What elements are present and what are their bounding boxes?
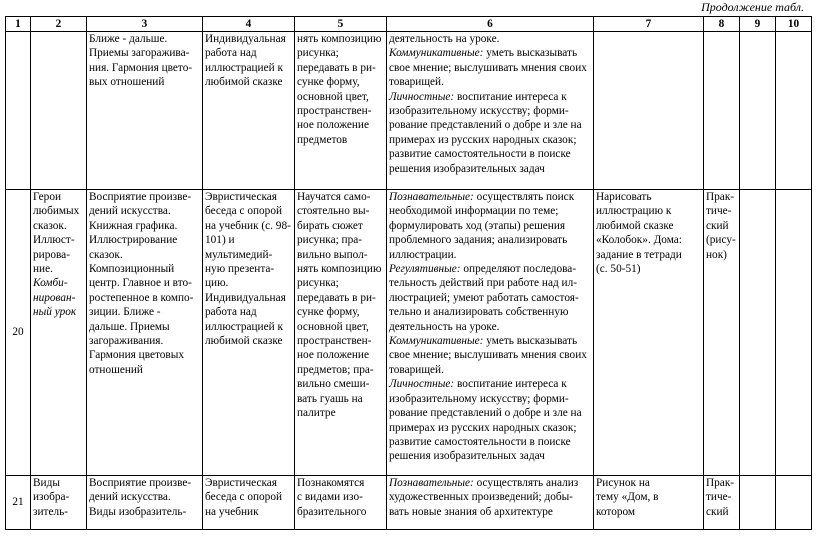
cell-text: художественных произведений; добы- <box>389 491 573 504</box>
method-cell <box>203 32 295 190</box>
uud-cell <box>387 476 594 530</box>
cell-line <box>389 61 591 75</box>
cell-line: ние. <box>33 263 53 276</box>
cell-line <box>389 90 591 104</box>
cell-line: любимой сказке <box>596 219 674 232</box>
cell-line: «Колобок». Дома: <box>596 234 682 247</box>
cell-line <box>389 363 591 377</box>
cell-line: сунке форму, <box>297 306 360 319</box>
method-cell <box>203 476 295 530</box>
cell-line <box>389 305 591 319</box>
cell-line: вильно выпол- <box>297 248 368 261</box>
cell-line: пространствен- <box>297 105 372 118</box>
cell-text: рование представлений о добре и зле на <box>389 119 582 132</box>
cell-line: вать гуашь на <box>297 392 363 405</box>
cell-line <box>389 421 591 435</box>
cell-line: цию. <box>205 277 229 290</box>
cell-line: основной цвет, <box>297 90 369 103</box>
cell-line: пространствен- <box>297 335 372 348</box>
cell-text: рование представлений о добре и зле на <box>389 407 582 420</box>
cell-text: иллюстрации. <box>389 248 457 261</box>
cell-line <box>389 406 591 420</box>
cell-text: деятельность на уроке. <box>389 320 500 333</box>
cell-line: любимых <box>33 205 80 218</box>
cell-line: любимой сказке <box>205 76 283 89</box>
empty-cell <box>776 32 812 190</box>
cell-text: осуществлять анализ <box>473 477 579 489</box>
header-cell: 6 <box>387 17 594 32</box>
cell-line: Иллюст- <box>33 234 75 247</box>
cell-line: изобра- <box>33 491 70 504</box>
cell-line: Эвристическая <box>205 191 278 203</box>
header-row <box>6 17 812 32</box>
cell-line: зиции. Ближе - <box>89 306 161 319</box>
cell-line: тему «Дом, в <box>596 491 659 504</box>
cell-line <box>389 348 591 362</box>
table-row <box>6 476 812 530</box>
cell-line: Книжная графика. <box>89 219 178 232</box>
cell-line: с видами изо- <box>297 491 363 504</box>
competency-label: Коммуникативные: <box>389 335 484 348</box>
cell-line: сунке форму, <box>297 76 360 89</box>
cell-line <box>389 75 591 89</box>
cell-line <box>389 32 591 46</box>
cell-line: на учебник (с. 98- <box>205 219 291 232</box>
cell-line <box>389 276 591 290</box>
continuation-label: Продолжение табл. <box>701 0 804 14</box>
cell-line <box>389 262 591 276</box>
cell-text: примерах из русских народных сказок; <box>389 133 577 146</box>
cell-line: предметов <box>297 133 348 146</box>
cell-line: ния. Гармония цвето- <box>89 61 193 74</box>
competency-label: Личностные: <box>389 90 455 103</box>
cell-line: рисунка; <box>297 47 339 60</box>
cell-text: осуществлять поиск <box>473 191 575 203</box>
cell-line: любимой сказке <box>205 335 283 348</box>
cell-line <box>389 505 591 519</box>
cell-line: передавать в ри- <box>297 291 376 304</box>
cell-text: деятельность на уроке. <box>389 33 500 45</box>
cell-line <box>389 435 591 449</box>
cell-text: примерах из русских народных сказок; <box>389 421 577 434</box>
cell-text: развитие самостоятельности в поиске <box>389 435 571 448</box>
cell-line: беседа с опорой <box>205 491 283 504</box>
cell-line: Виды изобразитель- <box>89 505 187 518</box>
row-number: 20 <box>6 190 31 476</box>
competency-label: Коммуникативные: <box>389 47 484 60</box>
cell-text: изобразительному искусству; форми- <box>389 392 569 405</box>
cell-line: ский <box>706 219 729 232</box>
cell-line: Виды <box>33 477 60 489</box>
header-cell: 8 <box>704 17 740 32</box>
content-cell <box>87 476 203 530</box>
cell-line <box>389 377 591 391</box>
cell-text: определяют последова- <box>460 263 577 276</box>
content-cell <box>87 190 203 476</box>
cell-line: Прак- <box>706 477 735 489</box>
cell-text: свое мнение; выслушивать мнения своих <box>389 349 587 362</box>
cell-line: Рисунок на <box>596 477 650 489</box>
cell-line <box>389 162 591 176</box>
uud-cell <box>387 32 594 190</box>
cell-line: котором <box>596 505 636 518</box>
header-cell: 2 <box>31 17 87 32</box>
content-cell <box>87 32 203 190</box>
cell-line: Индивидуальная <box>205 291 286 304</box>
cell-line <box>389 233 591 247</box>
cell-line: нок) <box>706 248 727 261</box>
cell-line: дальше. Приемы <box>89 320 170 333</box>
cell-line: рирова- <box>33 248 70 261</box>
cell-text: уметь высказывать <box>483 47 578 60</box>
cell-line: бразительного <box>297 505 367 518</box>
cell-line: (рису- <box>706 234 736 247</box>
table-row <box>6 32 812 190</box>
homework-cell <box>594 476 704 530</box>
cell-line: беседа с опорой <box>205 205 283 218</box>
empty-cell <box>740 32 776 190</box>
cell-line: вых отношений <box>89 76 165 89</box>
header-cell: 10 <box>776 17 812 32</box>
topic-cell <box>31 32 87 190</box>
cell-line: иллюстрацией к <box>205 61 283 74</box>
control-cell <box>704 32 740 190</box>
lesson-type: нирован- <box>33 291 76 304</box>
cell-text: вать новые знания об архитектуре <box>389 505 553 518</box>
competency-label: Личностные: <box>389 378 455 391</box>
control-cell <box>704 190 740 476</box>
cell-line: рисунка; <box>297 277 339 290</box>
control-cell <box>704 476 740 530</box>
cell-line: тиче- <box>706 491 732 504</box>
cell-line: ное положение <box>297 349 369 362</box>
cell-text: развитие самостоятельности в поиске <box>389 148 571 161</box>
competency-label: Регулятивные: <box>389 263 461 276</box>
cell-line <box>389 320 591 334</box>
subject-results-cell <box>295 476 387 530</box>
header-cell: 7 <box>594 17 704 32</box>
cell-line <box>389 204 591 218</box>
cell-line <box>389 104 591 118</box>
cell-line: (с. 50-51) <box>596 263 641 276</box>
cell-line <box>389 248 591 262</box>
header-cell: 9 <box>740 17 776 32</box>
cell-text: проблемного задания; анализировать <box>389 234 568 247</box>
cell-line: центр. Главное и вто- <box>89 277 192 290</box>
cell-line <box>389 147 591 161</box>
cell-text: тельность действий при работе над ил- <box>389 277 577 290</box>
topic-cell <box>31 476 87 530</box>
cell-line: передавать в ри- <box>297 61 376 74</box>
cell-text: товарищей. <box>389 76 444 89</box>
cell-line: Восприятие произве- <box>89 477 192 489</box>
cell-line: ную презента- <box>205 263 275 276</box>
header-cell: 5 <box>295 17 387 32</box>
competency-label: Познавательные: <box>389 477 474 489</box>
cell-line: загораживания. <box>89 335 164 348</box>
cell-line: стоятельно вы- <box>297 205 370 218</box>
cell-line <box>389 118 591 132</box>
cell-line: на учебник <box>205 505 259 518</box>
cell-text: формулировать ход (этапы) решения <box>389 219 566 232</box>
cell-line: Восприятие произве- <box>89 191 192 203</box>
cell-text: решения изобразительных задач <box>389 450 545 463</box>
cell-line: дений искусства. <box>89 205 171 218</box>
cell-line: Гармония цветовых <box>89 349 184 362</box>
lesson-plan-table <box>5 16 812 530</box>
cell-text: решения изобразительных задач <box>389 162 545 175</box>
cell-line: работа над <box>205 47 257 60</box>
cell-line: Эвристическая <box>205 477 278 489</box>
cell-line: ное положение <box>297 119 369 132</box>
cell-line <box>389 190 591 204</box>
cell-line: зитель- <box>33 505 69 518</box>
topic-cell <box>31 190 87 476</box>
empty-cell <box>776 190 812 476</box>
cell-line: нять композицию <box>297 263 382 276</box>
cell-text: необходимой информации по теме; <box>389 205 559 218</box>
competency-label: Познавательные: <box>389 191 474 203</box>
empty-cell <box>740 476 776 530</box>
cell-line: основной цвет, <box>297 320 369 333</box>
cell-line <box>389 219 591 233</box>
cell-line: 101) и <box>205 234 235 247</box>
cell-line: Приемы загоражива- <box>89 47 190 60</box>
cell-line: отношений <box>89 363 143 376</box>
cell-line <box>389 291 591 305</box>
method-cell <box>203 190 295 476</box>
cell-line: Нарисовать <box>596 191 652 203</box>
cell-line: рисунка; пра- <box>297 234 363 247</box>
cell-line <box>389 334 591 348</box>
cell-line: ский <box>706 505 729 518</box>
subject-results-cell <box>295 32 387 190</box>
header-cell: 3 <box>87 17 203 32</box>
cell-line: Герои <box>33 191 62 203</box>
cell-line: Индивидуальная <box>205 33 286 45</box>
cell-line: вильно смеши- <box>297 378 370 391</box>
cell-line: бирать сюжет <box>297 219 363 232</box>
homework-cell <box>594 190 704 476</box>
cell-line <box>389 133 591 147</box>
cell-line <box>389 46 591 60</box>
cell-line: работа над <box>205 306 257 319</box>
cell-line <box>389 449 591 463</box>
row-number: 21 <box>6 476 31 530</box>
cell-text: свое мнение; выслушивать мнения своих <box>389 61 587 74</box>
cell-text: воспитание интереса к <box>454 378 567 391</box>
table-row <box>6 190 812 476</box>
cell-line: сказок. <box>33 219 67 232</box>
cell-text: товарищей. <box>389 363 444 376</box>
lesson-type: Комби- <box>33 277 68 290</box>
header-cell: 1 <box>6 17 31 32</box>
empty-cell <box>776 476 812 530</box>
cell-line: дений искусства. <box>89 491 171 504</box>
row-number <box>6 32 31 190</box>
cell-line: мультимедий- <box>205 248 273 261</box>
subject-results-cell <box>295 190 387 476</box>
lesson-type: ный урок <box>33 306 77 319</box>
cell-text: люстрацией; умеют работать самостоя- <box>389 291 579 304</box>
cell-text: уметь высказывать <box>483 335 578 348</box>
cell-line: иллюстрацию к <box>596 205 672 218</box>
cell-text: изобразительному искусству; форми- <box>389 105 569 118</box>
cell-line: ростепенное в компо- <box>89 291 194 304</box>
cell-line: иллюстрацией к <box>205 320 283 333</box>
cell-line: нять композицию <box>297 33 382 45</box>
cell-line: палитре <box>297 407 336 420</box>
homework-cell <box>594 32 704 190</box>
cell-line <box>389 490 591 504</box>
cell-line: Ближе - дальше. <box>89 33 168 45</box>
cell-line: Прак- <box>706 191 735 203</box>
cell-line: предметов; пра- <box>297 363 374 376</box>
cell-line <box>389 476 591 490</box>
cell-line: задание в тетради <box>596 248 682 261</box>
empty-cell <box>740 190 776 476</box>
header-cell: 4 <box>203 17 295 32</box>
cell-line: Композиционный <box>89 263 175 276</box>
cell-line: сказок. <box>89 248 123 261</box>
cell-line: Научатся само- <box>297 191 371 203</box>
cell-line: тиче- <box>706 205 732 218</box>
cell-text: тельно и анализировать собственную <box>389 306 569 319</box>
cell-text: воспитание интереса к <box>454 90 567 103</box>
cell-line: Иллюстрирование <box>89 234 178 247</box>
uud-cell <box>387 190 594 476</box>
cell-line <box>389 392 591 406</box>
cell-line: Познакомятся <box>297 477 365 489</box>
